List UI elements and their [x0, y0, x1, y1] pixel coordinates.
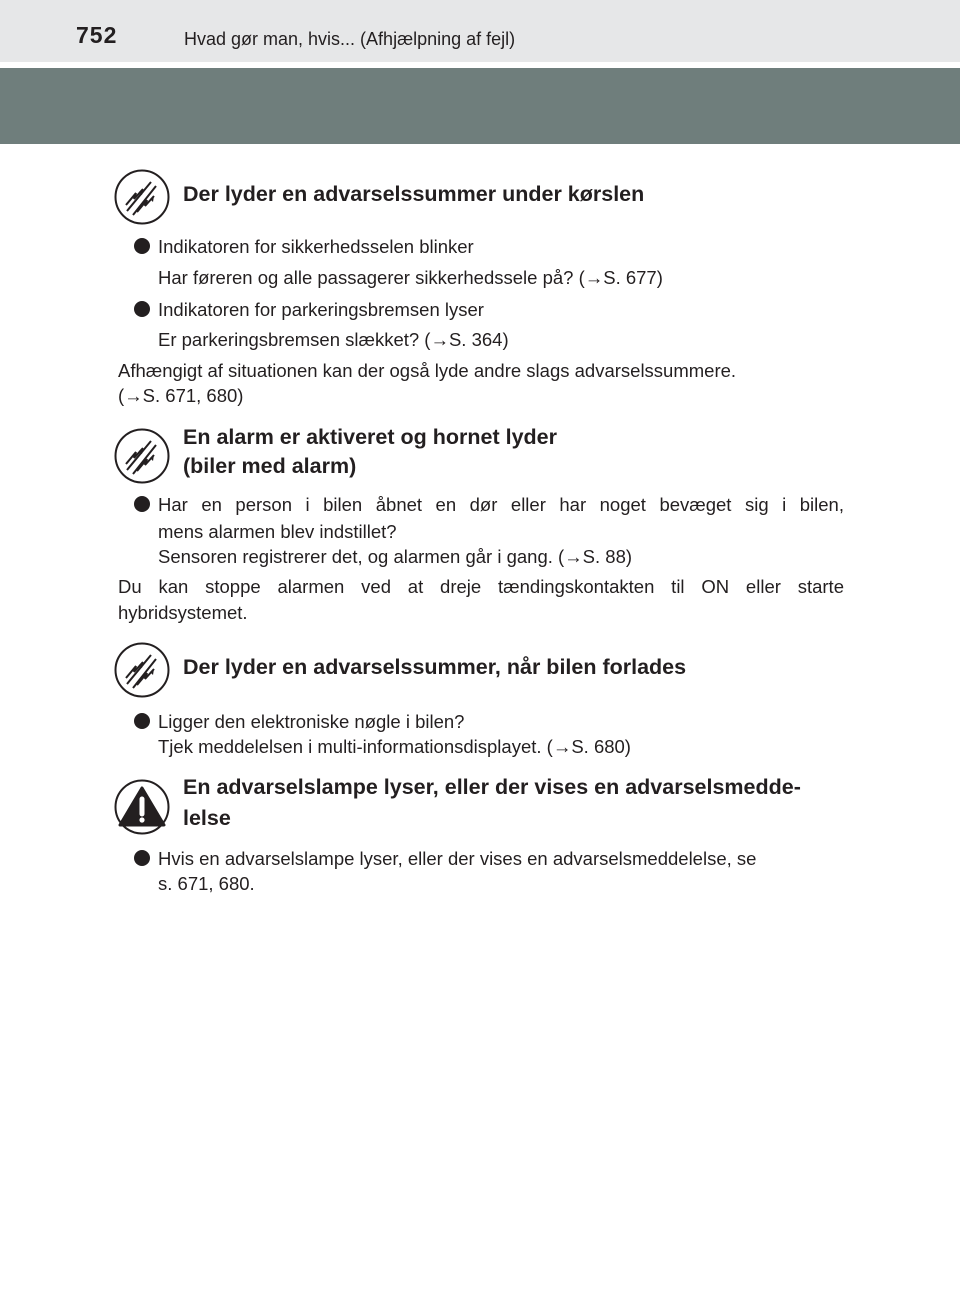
list-item-detail: Tjek meddelelsen i multi-informationsdisplayet. (→S. 680) [158, 736, 631, 757]
section-heading: En advarselslampe lyser, eller der vises en advarselsmedde- [183, 775, 801, 799]
bullet-icon [134, 850, 150, 866]
bullet-icon [134, 496, 150, 512]
list-item-detail: mens alarmen blev indstillet? [158, 521, 397, 542]
note-text: hybridsystemet. [118, 602, 248, 623]
note-text: (→S. 671, 680) [118, 385, 244, 406]
chapter-title: Hvad gør man, hvis... (Afhjælpning af fejl) [184, 29, 516, 49]
section-heading: Der lyder en advarselssummer under kørslen [183, 182, 645, 206]
note-text: Afhængigt af situationen kan der også lyde andre slags advarselssummere. [118, 360, 737, 381]
page-header [0, 0, 960, 62]
warning-buzzer-icon [114, 169, 170, 225]
section-heading: Der lyder en advarselssummer, når bilen forlades [183, 655, 687, 679]
list-item-detail: Sensoren registrerer det, og alarmen går i gang. (→S. 88) [158, 546, 633, 567]
list-item: Hvis en advarselslampe lyser, eller der vises en advarselsmeddelelse, se [158, 848, 757, 869]
bullet-icon [134, 238, 150, 254]
bullet-icon [134, 713, 150, 729]
list-item-detail: Har føreren og alle passagerer sikkerhedssele på? (→S. 677) [158, 267, 663, 288]
section-heading: En alarm er aktiveret og hornet lyder [183, 425, 557, 449]
list-item-detail: s. 671, 680. [158, 873, 255, 894]
list-item: Har en person i bilen åbnet en dør eller har noget bevæget sig i bilen, [158, 494, 844, 515]
list-item-detail: Er parkeringsbremsen slækket? (→S. 364) [158, 329, 509, 350]
list-item: Indikatoren for parkeringsbremsen lyser [158, 299, 484, 320]
warning-buzzer-icon [114, 642, 170, 698]
exclamation-icon [114, 779, 170, 835]
section-banner [0, 68, 960, 144]
list-item: Ligger den elektroniske nøgle i bilen? [158, 711, 465, 732]
section-heading: (biler med alarm) [183, 454, 357, 478]
note-text: Du kan stoppe alarmen ved at dreje tændingskontakten til ON eller starte [118, 576, 844, 597]
bullet-icon [134, 301, 150, 317]
warning-buzzer-icon [114, 428, 170, 484]
page-number: 752 [76, 22, 118, 48]
list-item: Indikatoren for sikkerhedsselen blinker [158, 236, 474, 257]
section-heading: lelse [183, 806, 231, 830]
